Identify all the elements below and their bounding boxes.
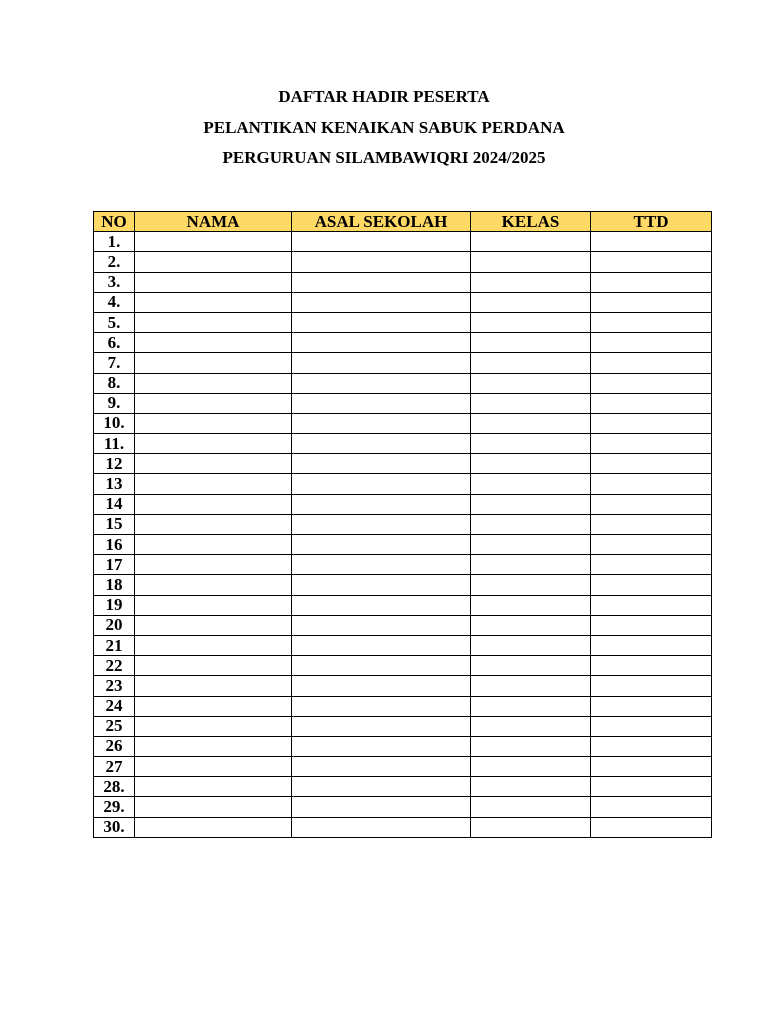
table-row	[94, 555, 712, 575]
ttd-cell	[591, 777, 712, 797]
asal-sekolah-cell	[292, 757, 471, 777]
table-row	[94, 757, 712, 777]
kelas-cell	[471, 817, 591, 837]
row-number-cell: 24	[94, 696, 135, 716]
kelas-cell	[471, 333, 591, 353]
asal-sekolah-cell	[292, 494, 471, 514]
kelas-cell	[471, 797, 591, 817]
nama-cell	[135, 736, 292, 756]
nama-cell	[135, 716, 292, 736]
nama-cell	[135, 797, 292, 817]
nama-cell	[135, 474, 292, 494]
asal-sekolah-cell	[292, 777, 471, 797]
kelas-cell	[471, 514, 591, 534]
asal-sekolah-cell	[292, 312, 471, 332]
asal-sekolah-cell	[292, 696, 471, 716]
row-number-cell: 16	[94, 535, 135, 555]
row-number-cell: 28.	[94, 777, 135, 797]
ttd-cell	[591, 373, 712, 393]
row-number-cell: 5.	[94, 312, 135, 332]
table-row	[94, 292, 712, 312]
ttd-cell	[591, 514, 712, 534]
asal-sekolah-cell	[292, 373, 471, 393]
table-row	[94, 312, 712, 332]
table-row	[94, 615, 712, 635]
ttd-cell	[591, 555, 712, 575]
table-row	[94, 595, 712, 615]
asal-sekolah-cell	[292, 272, 471, 292]
ttd-cell	[591, 716, 712, 736]
nama-cell	[135, 696, 292, 716]
row-number-cell: 23	[94, 676, 135, 696]
kelas-cell	[471, 353, 591, 373]
table-row	[94, 252, 712, 272]
kelas-cell	[471, 575, 591, 595]
kelas-cell	[471, 474, 591, 494]
table-row	[94, 716, 712, 736]
ttd-cell	[591, 575, 712, 595]
kelas-cell	[471, 635, 591, 655]
asal-sekolah-cell	[292, 656, 471, 676]
asal-sekolah-cell	[292, 676, 471, 696]
kelas-cell	[471, 615, 591, 635]
asal-sekolah-cell	[292, 817, 471, 837]
kelas-cell	[471, 413, 591, 433]
ttd-cell	[591, 817, 712, 837]
ttd-cell	[591, 797, 712, 817]
asal-sekolah-cell	[292, 333, 471, 353]
asal-sekolah-cell	[292, 292, 471, 312]
kelas-cell	[471, 535, 591, 555]
table-row	[94, 777, 712, 797]
row-number-cell: 7.	[94, 353, 135, 373]
nama-cell	[135, 312, 292, 332]
ttd-cell	[591, 333, 712, 353]
nama-cell	[135, 252, 292, 272]
ttd-cell	[591, 635, 712, 655]
kelas-cell	[471, 777, 591, 797]
row-number-cell: 18	[94, 575, 135, 595]
table-row	[94, 696, 712, 716]
kelas-cell	[471, 595, 591, 615]
organization-subtitle: PERGURUAN SILAMBAWIQRI 2024/2025	[222, 148, 546, 167]
asal-sekolah-cell	[292, 474, 471, 494]
nama-cell	[135, 333, 292, 353]
nama-cell	[135, 595, 292, 615]
row-number-cell: 11.	[94, 434, 135, 454]
ttd-cell	[591, 252, 712, 272]
asal-sekolah-cell	[292, 353, 471, 373]
asal-sekolah-cell	[292, 535, 471, 555]
ttd-cell	[591, 696, 712, 716]
table-row	[94, 474, 712, 494]
row-number-cell: 19	[94, 595, 135, 615]
ttd-cell	[591, 595, 712, 615]
table-row	[94, 373, 712, 393]
column-header-no: NO	[94, 212, 135, 232]
kelas-cell	[471, 252, 591, 272]
kelas-cell	[471, 373, 591, 393]
ttd-cell	[591, 353, 712, 373]
column-header-asal-sekolah: ASAL SEKOLAH	[292, 212, 471, 232]
row-number-cell: 1.	[94, 232, 135, 252]
kelas-cell	[471, 272, 591, 292]
row-number-cell: 14	[94, 494, 135, 514]
asal-sekolah-cell	[292, 716, 471, 736]
ttd-cell	[591, 736, 712, 756]
kelas-cell	[471, 292, 591, 312]
nama-cell	[135, 676, 292, 696]
nama-cell	[135, 454, 292, 474]
table-row	[94, 736, 712, 756]
kelas-cell	[471, 312, 591, 332]
kelas-cell	[471, 656, 591, 676]
asal-sekolah-cell	[292, 393, 471, 413]
ttd-cell	[591, 474, 712, 494]
table-row	[94, 393, 712, 413]
asal-sekolah-cell	[292, 797, 471, 817]
asal-sekolah-cell	[292, 736, 471, 756]
ttd-cell	[591, 312, 712, 332]
kelas-cell	[471, 676, 591, 696]
nama-cell	[135, 494, 292, 514]
row-number-cell: 26	[94, 736, 135, 756]
ttd-cell	[591, 494, 712, 514]
asal-sekolah-cell	[292, 413, 471, 433]
table-row	[94, 494, 712, 514]
table-row	[94, 635, 712, 655]
asal-sekolah-cell	[292, 635, 471, 655]
nama-cell	[135, 353, 292, 373]
row-number-cell: 12	[94, 454, 135, 474]
nama-cell	[135, 615, 292, 635]
table-row	[94, 434, 712, 454]
ttd-cell	[591, 535, 712, 555]
table-row	[94, 413, 712, 433]
table-row	[94, 272, 712, 292]
nama-cell	[135, 757, 292, 777]
asal-sekolah-cell	[292, 615, 471, 635]
nama-cell	[135, 777, 292, 797]
row-number-cell: 6.	[94, 333, 135, 353]
table-row	[94, 333, 712, 353]
kelas-cell	[471, 696, 591, 716]
event-subtitle: PELANTIKAN KENAIKAN SABUK PERDANA	[203, 117, 565, 137]
asal-sekolah-cell	[292, 252, 471, 272]
row-number-cell: 17	[94, 555, 135, 575]
nama-cell	[135, 434, 292, 454]
nama-cell	[135, 817, 292, 837]
nama-cell	[135, 656, 292, 676]
kelas-cell	[471, 434, 591, 454]
row-number-cell: 29.	[94, 797, 135, 817]
row-number-cell: 30.	[94, 817, 135, 837]
table-row	[94, 797, 712, 817]
title-block	[0, 86, 768, 178]
table-header-row	[94, 212, 712, 232]
nama-cell	[135, 373, 292, 393]
row-number-cell: 13	[94, 474, 135, 494]
kelas-cell	[471, 494, 591, 514]
nama-cell	[135, 535, 292, 555]
ttd-cell	[591, 413, 712, 433]
row-number-cell: 4.	[94, 292, 135, 312]
table-row	[94, 676, 712, 696]
nama-cell	[135, 635, 292, 655]
ttd-cell	[591, 615, 712, 635]
ttd-cell	[591, 232, 712, 252]
asal-sekolah-cell	[292, 454, 471, 474]
table-row	[94, 817, 712, 837]
table-row	[94, 514, 712, 534]
ttd-cell	[591, 292, 712, 312]
ttd-cell	[591, 434, 712, 454]
asal-sekolah-cell	[292, 232, 471, 252]
kelas-cell	[471, 555, 591, 575]
row-number-cell: 27	[94, 757, 135, 777]
table-body	[94, 232, 712, 838]
row-number-cell: 20	[94, 615, 135, 635]
kelas-cell	[471, 232, 591, 252]
row-number-cell: 25	[94, 716, 135, 736]
kelas-cell	[471, 736, 591, 756]
ttd-cell	[591, 454, 712, 474]
row-number-cell: 21	[94, 635, 135, 655]
row-number-cell: 8.	[94, 373, 135, 393]
row-number-cell: 10.	[94, 413, 135, 433]
ttd-cell	[591, 656, 712, 676]
ttd-cell	[591, 757, 712, 777]
nama-cell	[135, 292, 292, 312]
ttd-cell	[591, 272, 712, 292]
nama-cell	[135, 393, 292, 413]
row-number-cell: 3.	[94, 272, 135, 292]
kelas-cell	[471, 716, 591, 736]
asal-sekolah-cell	[292, 555, 471, 575]
asal-sekolah-cell	[292, 514, 471, 534]
attendance-table	[93, 211, 712, 838]
table-row	[94, 353, 712, 373]
table-row	[94, 535, 712, 555]
asal-sekolah-cell	[292, 434, 471, 454]
table-row	[94, 575, 712, 595]
ttd-cell	[591, 676, 712, 696]
table-row	[94, 656, 712, 676]
asal-sekolah-cell	[292, 595, 471, 615]
nama-cell	[135, 575, 292, 595]
column-header-ttd: TTD	[591, 212, 712, 232]
kelas-cell	[471, 393, 591, 413]
row-number-cell: 15	[94, 514, 135, 534]
ttd-cell	[591, 393, 712, 413]
nama-cell	[135, 514, 292, 534]
nama-cell	[135, 555, 292, 575]
column-header-kelas: KELAS	[471, 212, 591, 232]
table-row	[94, 232, 712, 252]
document-title: DAFTAR HADIR PESERTA	[278, 87, 490, 106]
kelas-cell	[471, 757, 591, 777]
kelas-cell	[471, 454, 591, 474]
row-number-cell: 2.	[94, 252, 135, 272]
nama-cell	[135, 232, 292, 252]
nama-cell	[135, 272, 292, 292]
table-row	[94, 454, 712, 474]
row-number-cell: 22	[94, 656, 135, 676]
row-number-cell: 9.	[94, 393, 135, 413]
column-header-nama: NAMA	[135, 212, 292, 232]
asal-sekolah-cell	[292, 575, 471, 595]
nama-cell	[135, 413, 292, 433]
